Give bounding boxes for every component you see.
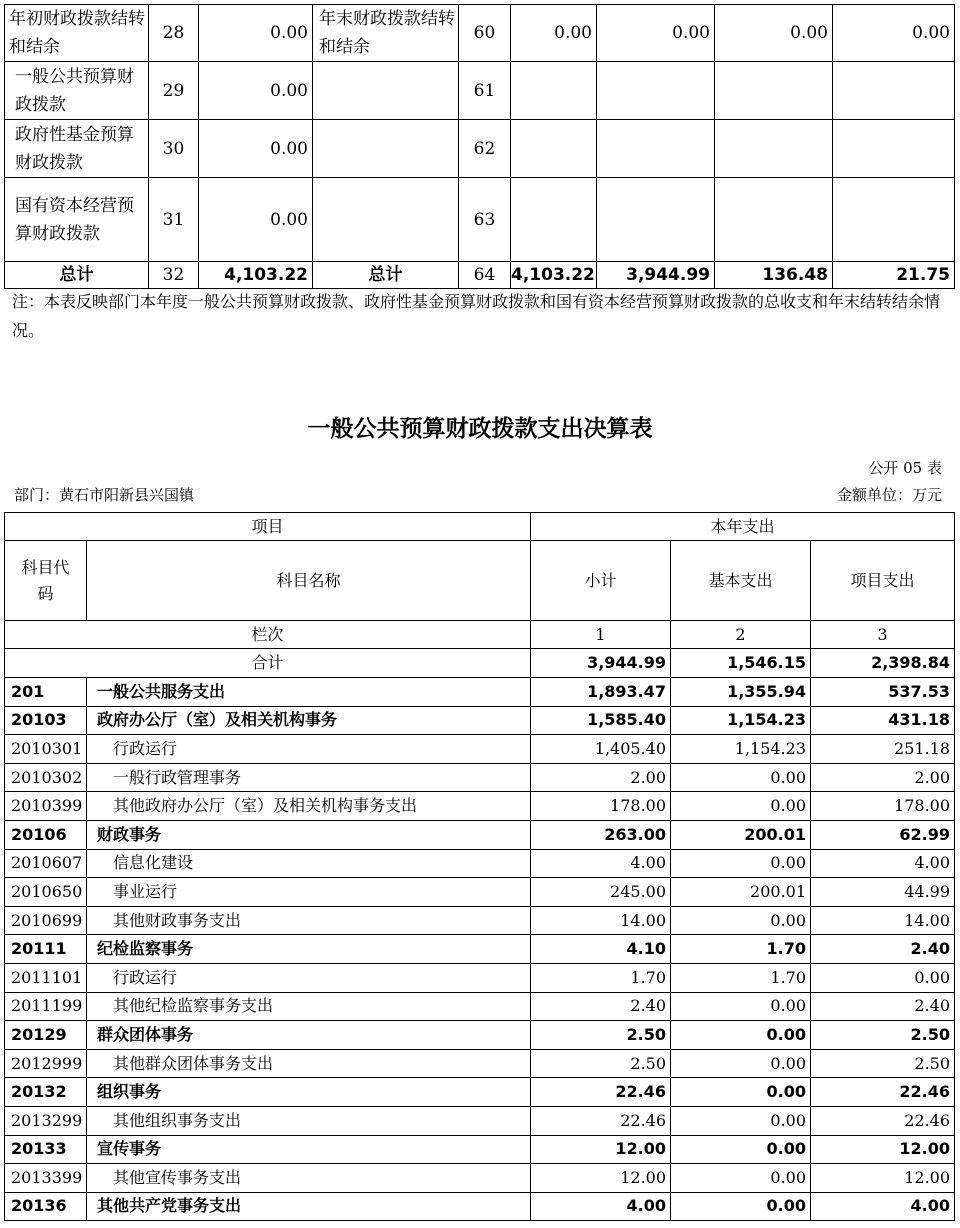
subtotal-amount: 22.46 <box>531 1106 671 1135</box>
basic-amount: 0.00 <box>671 763 811 792</box>
subject-code: 20136 <box>5 1192 87 1221</box>
header-row-columns <box>5 541 955 621</box>
row-label: 国有资本经营预算财政拨款 <box>5 178 149 262</box>
basic-amount: 1.70 <box>671 935 811 964</box>
project-amount: 44.99 <box>811 878 955 907</box>
table-row <box>5 706 955 735</box>
lanci-2: 2 <box>671 621 811 649</box>
total-label: 总计 <box>5 262 149 289</box>
basic-amount: 0.00 <box>671 1049 811 1078</box>
subject-name: 事业运行 <box>87 878 531 907</box>
col-project-header: 项目支出 <box>811 541 955 621</box>
row-amount: 0.00 <box>833 5 955 62</box>
subject-code: 20132 <box>5 1078 87 1107</box>
row-number: 32 <box>149 262 199 289</box>
subject-code: 2011199 <box>5 992 87 1021</box>
subtotal-amount: 1.70 <box>531 963 671 992</box>
project-amount: 62.99 <box>811 820 955 849</box>
subject-code: 2010650 <box>5 878 87 907</box>
subtotal-amount: 2.50 <box>531 1049 671 1078</box>
row-amount: 0.00 <box>511 5 597 62</box>
basic-amount: 200.01 <box>671 820 811 849</box>
subject-name: 其他财政事务支出 <box>87 906 531 935</box>
subtotal-amount: 263.00 <box>531 820 671 849</box>
subject-name: 其他纪检监察事务支出 <box>87 992 531 1021</box>
table-note: 注：本表反映部门本年度一般公共预算财政拨款、政府性基金预算财政拨款和国有资本经营预算财政拨款的总收支和年末结转结余情况。 <box>12 292 941 340</box>
project-amount: 251.18 <box>811 735 955 764</box>
row-label: 年末财政拨款结转和结余 <box>313 5 459 62</box>
row-number: 29 <box>149 62 199 120</box>
subtotal-amount: 4.10 <box>531 935 671 964</box>
row-number: 28 <box>149 5 199 62</box>
total-basic: 1,546.15 <box>671 649 811 678</box>
project-amount: 2.00 <box>811 763 955 792</box>
subject-name: 纪检监察事务 <box>87 935 531 964</box>
header-item: 项目 <box>5 513 531 541</box>
table-row <box>5 1106 955 1135</box>
row-number: 30 <box>149 120 199 178</box>
carryover-row <box>5 5 955 62</box>
subject-code: 2012999 <box>5 1049 87 1078</box>
row-amount <box>597 120 715 178</box>
subtotal-amount: 22.46 <box>531 1078 671 1107</box>
table-row <box>5 1135 955 1164</box>
row-amount <box>715 120 833 178</box>
row-amount <box>597 178 715 262</box>
row-number: 62 <box>459 120 511 178</box>
project-amount: 22.46 <box>811 1106 955 1135</box>
subject-name: 组织事务 <box>87 1078 531 1107</box>
total-row <box>5 649 955 678</box>
col-name-header: 科目名称 <box>87 541 531 621</box>
basic-amount: 1,355.94 <box>671 678 811 707</box>
table-row <box>5 878 955 907</box>
subject-name: 行政运行 <box>87 735 531 764</box>
subject-code: 2010699 <box>5 906 87 935</box>
carryover-row <box>5 178 955 262</box>
total-label: 总计 <box>313 262 459 289</box>
subtotal-amount: 12.00 <box>531 1164 671 1193</box>
row-number: 63 <box>459 178 511 262</box>
project-amount: 431.18 <box>811 706 955 735</box>
subject-code: 2013399 <box>5 1164 87 1193</box>
subtotal-amount: 2.00 <box>531 763 671 792</box>
table-row <box>5 735 955 764</box>
project-amount: 178.00 <box>811 792 955 821</box>
subject-code: 20106 <box>5 820 87 849</box>
project-amount: 4.00 <box>811 849 955 878</box>
table-row <box>5 1164 955 1193</box>
carryover-total-row <box>5 262 955 289</box>
total-amount: 4,103.22 <box>511 262 597 289</box>
lanci-row <box>5 621 955 649</box>
total-label: 合计 <box>5 649 531 678</box>
col-basic-header: 基本支出 <box>671 541 811 621</box>
col-subtotal-header: 小计 <box>531 541 671 621</box>
subject-name: 群众团体事务 <box>87 1021 531 1050</box>
header-row-top <box>5 513 955 541</box>
row-amount <box>833 178 955 262</box>
table-row <box>5 763 955 792</box>
table-row <box>5 849 955 878</box>
basic-amount: 1,154.23 <box>671 706 811 735</box>
subtotal-amount: 178.00 <box>531 792 671 821</box>
row-label: 一般公共预算财政拨款 <box>5 62 149 120</box>
row-label <box>313 62 459 120</box>
table-row <box>5 1021 955 1050</box>
row-amount: 0.00 <box>715 5 833 62</box>
total-project: 2,398.84 <box>811 649 955 678</box>
total-amount: 3,944.99 <box>597 262 715 289</box>
subject-code: 2010302 <box>5 763 87 792</box>
basic-amount: 0.00 <box>671 849 811 878</box>
subtotal-amount: 2.50 <box>531 1021 671 1050</box>
row-amount: 0.00 <box>199 62 313 120</box>
row-amount <box>715 178 833 262</box>
project-amount: 2.50 <box>811 1021 955 1050</box>
total-amount: 136.48 <box>715 262 833 289</box>
basic-amount: 0.00 <box>671 992 811 1021</box>
project-amount: 2.50 <box>811 1049 955 1078</box>
row-amount <box>715 62 833 120</box>
carryover-table <box>4 4 955 289</box>
table-row <box>5 963 955 992</box>
form-number: 公开 05 表 <box>868 459 942 477</box>
subject-code: 2013299 <box>5 1106 87 1135</box>
row-amount <box>511 178 597 262</box>
subject-name: 一般公共服务支出 <box>87 678 531 707</box>
project-amount: 12.00 <box>811 1135 955 1164</box>
col-code-header: 科目代码 <box>5 541 87 621</box>
row-number: 60 <box>459 5 511 62</box>
basic-amount: 0.00 <box>671 1106 811 1135</box>
subject-code: 20129 <box>5 1021 87 1050</box>
row-amount <box>597 62 715 120</box>
row-amount: 0.00 <box>199 5 313 62</box>
basic-amount: 0.00 <box>671 1192 811 1221</box>
table-row <box>5 678 955 707</box>
project-amount: 4.00 <box>811 1192 955 1221</box>
project-amount: 22.46 <box>811 1078 955 1107</box>
project-amount: 537.53 <box>811 678 955 707</box>
lanci-3: 3 <box>811 621 955 649</box>
subject-name: 宣传事务 <box>87 1135 531 1164</box>
subject-name: 其他宣传事务支出 <box>87 1164 531 1193</box>
project-amount: 14.00 <box>811 906 955 935</box>
subtotal-amount: 4.00 <box>531 1192 671 1221</box>
carryover-row <box>5 62 955 120</box>
basic-amount: 1,154.23 <box>671 735 811 764</box>
row-amount: 0.00 <box>199 178 313 262</box>
basic-amount: 0.00 <box>671 1021 811 1050</box>
subject-name: 行政运行 <box>87 963 531 992</box>
subject-name: 财政事务 <box>87 820 531 849</box>
carryover-row <box>5 120 955 178</box>
table-row <box>5 935 955 964</box>
subject-name: 其他政府办公厅（室）及相关机构事务支出 <box>87 792 531 821</box>
subtotal-amount: 1,585.40 <box>531 706 671 735</box>
table-row <box>5 1049 955 1078</box>
page-title: 一般公共预算财政拨款支出决算表 <box>307 416 653 442</box>
basic-amount: 0.00 <box>671 1078 811 1107</box>
row-amount <box>833 62 955 120</box>
subject-code: 20103 <box>5 706 87 735</box>
project-amount: 12.00 <box>811 1164 955 1193</box>
table-row <box>5 820 955 849</box>
subtotal-amount: 2.40 <box>531 992 671 1021</box>
subtotal-amount: 1,893.47 <box>531 678 671 707</box>
expenditure-table <box>4 512 955 1221</box>
row-number: 31 <box>149 178 199 262</box>
table-row <box>5 906 955 935</box>
lanci-1: 1 <box>531 621 671 649</box>
subject-name: 一般行政管理事务 <box>87 763 531 792</box>
project-amount: 2.40 <box>811 992 955 1021</box>
project-amount: 0.00 <box>811 963 955 992</box>
basic-amount: 0.00 <box>671 906 811 935</box>
basic-amount: 1.70 <box>671 963 811 992</box>
row-amount <box>511 120 597 178</box>
basic-amount: 0.00 <box>671 792 811 821</box>
row-label: 年初财政拨款结转和结余 <box>5 5 149 62</box>
row-number: 61 <box>459 62 511 120</box>
row-amount: 0.00 <box>597 5 715 62</box>
table-row <box>5 792 955 821</box>
table-row <box>5 1078 955 1107</box>
row-label: 政府性基金预算财政拨款 <box>5 120 149 178</box>
total-subtotal: 3,944.99 <box>531 649 671 678</box>
subtotal-amount: 12.00 <box>531 1135 671 1164</box>
subject-code: 20133 <box>5 1135 87 1164</box>
basic-amount: 200.01 <box>671 878 811 907</box>
row-amount <box>511 62 597 120</box>
subject-code: 201 <box>5 678 87 707</box>
subject-code: 2011101 <box>5 963 87 992</box>
project-amount: 2.40 <box>811 935 955 964</box>
table-row <box>5 992 955 1021</box>
basic-amount: 0.00 <box>671 1135 811 1164</box>
row-label <box>313 120 459 178</box>
subject-code: 2010301 <box>5 735 87 764</box>
subtotal-amount: 4.00 <box>531 849 671 878</box>
department-label: 部门：黄石市阳新县兴国镇 <box>14 486 195 504</box>
subject-code: 2010399 <box>5 792 87 821</box>
row-number: 64 <box>459 262 511 289</box>
row-amount: 0.00 <box>199 120 313 178</box>
subject-name: 其他群众团体事务支出 <box>87 1049 531 1078</box>
subject-code: 2010607 <box>5 849 87 878</box>
table-row <box>5 1192 955 1221</box>
row-label <box>313 178 459 262</box>
subtotal-amount: 1,405.40 <box>531 735 671 764</box>
subject-name: 信息化建设 <box>87 849 531 878</box>
subject-name: 其他组织事务支出 <box>87 1106 531 1135</box>
basic-amount: 0.00 <box>671 1164 811 1193</box>
header-current-year: 本年支出 <box>531 513 955 541</box>
lanci-label: 栏次 <box>5 621 531 649</box>
subtotal-amount: 245.00 <box>531 878 671 907</box>
amount-unit-label: 金额单位：万元 <box>836 486 942 504</box>
subject-code: 20111 <box>5 935 87 964</box>
total-amount: 21.75 <box>833 262 955 289</box>
total-amount: 4,103.22 <box>199 262 313 289</box>
subject-name: 其他共产党事务支出 <box>87 1192 531 1221</box>
subject-name: 政府办公厅（室）及相关机构事务 <box>87 706 531 735</box>
row-amount <box>833 120 955 178</box>
subtotal-amount: 14.00 <box>531 906 671 935</box>
